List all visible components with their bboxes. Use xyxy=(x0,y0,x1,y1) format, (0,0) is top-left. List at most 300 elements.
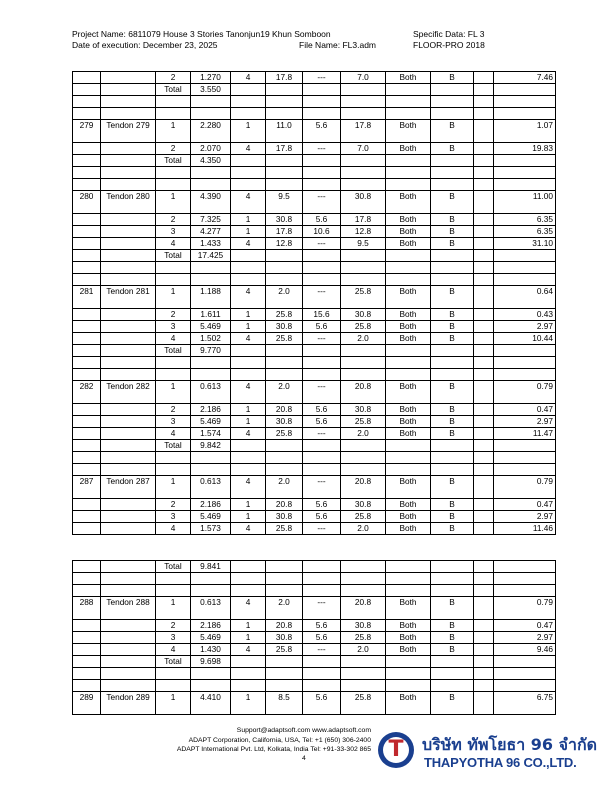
table-row xyxy=(73,597,556,620)
table-cell xyxy=(474,250,494,262)
table-cell xyxy=(431,155,474,167)
table-cell: 2.186 xyxy=(191,620,231,632)
table-cell: 4 xyxy=(231,333,266,345)
table-cell: 288 xyxy=(73,597,101,620)
table-cell: 30.8 xyxy=(266,214,303,226)
table-cell: Total xyxy=(156,84,191,96)
table-cell xyxy=(386,262,431,274)
footer-adapt-india: ADAPT International Pvt. Ltd, Kolkata, India Tel: +91-33-302 865 xyxy=(176,746,371,753)
table-cell xyxy=(474,262,494,274)
table-cell xyxy=(431,452,474,464)
table-row xyxy=(73,680,556,692)
table-cell xyxy=(266,585,303,597)
table-cell xyxy=(431,167,474,179)
table-cell: 19.83 xyxy=(494,143,556,155)
table-cell xyxy=(156,357,191,369)
table-cell xyxy=(494,561,556,573)
table-row xyxy=(73,238,556,250)
table-cell: Both xyxy=(386,644,431,656)
table-cell xyxy=(73,155,101,167)
table-cell: B xyxy=(431,120,474,143)
table-cell: Both xyxy=(386,238,431,250)
table-cell xyxy=(231,668,266,680)
table-cell: B xyxy=(431,309,474,321)
table-cell: 1 xyxy=(156,120,191,143)
table-cell: 11.00 xyxy=(494,191,556,214)
table-cell xyxy=(474,179,494,191)
table-cell xyxy=(231,573,266,585)
table-cell xyxy=(156,108,191,120)
table-cell xyxy=(474,84,494,96)
table-cell xyxy=(266,84,303,96)
table-cell: 5.6 xyxy=(303,321,341,333)
table-cell xyxy=(156,573,191,585)
table-row xyxy=(73,191,556,214)
table-cell xyxy=(266,656,303,668)
table-cell: 1 xyxy=(231,404,266,416)
table-cell xyxy=(431,464,474,476)
table-cell xyxy=(341,262,386,274)
table-cell: 20.8 xyxy=(266,620,303,632)
table-cell xyxy=(73,357,101,369)
table-row xyxy=(73,369,556,381)
table-cell: --- xyxy=(303,476,341,499)
table-cell xyxy=(73,167,101,179)
table-cell: 7.0 xyxy=(341,143,386,155)
table-cell xyxy=(73,143,101,155)
table-cell: 4 xyxy=(231,238,266,250)
table-cell: 2.0 xyxy=(341,644,386,656)
table-cell: Tendon 279 xyxy=(101,120,156,143)
table-cell xyxy=(191,369,231,381)
table-cell xyxy=(386,357,431,369)
table-row xyxy=(73,214,556,226)
table-cell xyxy=(191,668,231,680)
table-row xyxy=(73,309,556,321)
table-cell: 30.8 xyxy=(266,321,303,333)
table-cell: 1.611 xyxy=(191,309,231,321)
table-cell xyxy=(341,155,386,167)
table-cell: 30.8 xyxy=(341,191,386,214)
table-cell: 10.6 xyxy=(303,226,341,238)
table-cell: 2.0 xyxy=(341,523,386,535)
table-row xyxy=(73,250,556,262)
table-cell xyxy=(474,523,494,535)
table-cell xyxy=(474,452,494,464)
table-row xyxy=(73,155,556,167)
header-file-name: File Name: FL3.adm xyxy=(299,40,376,50)
table-cell: --- xyxy=(303,333,341,345)
table-cell: 20.8 xyxy=(341,597,386,620)
table-cell: 6.35 xyxy=(494,226,556,238)
table-cell xyxy=(101,345,156,357)
table-cell: Both xyxy=(386,214,431,226)
table-cell: 5.6 xyxy=(303,416,341,428)
table-cell xyxy=(386,274,431,286)
table-cell xyxy=(266,464,303,476)
table-cell xyxy=(494,585,556,597)
table-row xyxy=(73,357,556,369)
table-cell: 1.502 xyxy=(191,333,231,345)
table-cell xyxy=(101,321,156,333)
table-cell: Tendon 280 xyxy=(101,191,156,214)
table-cell xyxy=(474,226,494,238)
table-cell: Both xyxy=(386,523,431,535)
table-cell: 1 xyxy=(231,416,266,428)
table-row xyxy=(73,262,556,274)
table-cell: --- xyxy=(303,72,341,84)
table-cell: 2.0 xyxy=(266,476,303,499)
table-cell xyxy=(431,179,474,191)
table-cell: Both xyxy=(386,692,431,715)
table-cell: 4 xyxy=(231,381,266,404)
table-cell: 3 xyxy=(156,632,191,644)
table-cell: 20.8 xyxy=(341,381,386,404)
table-cell xyxy=(266,680,303,692)
table-cell: B xyxy=(431,143,474,155)
table-cell xyxy=(73,274,101,286)
table-cell xyxy=(231,561,266,573)
table-cell xyxy=(303,250,341,262)
table-cell xyxy=(231,108,266,120)
table-cell xyxy=(73,179,101,191)
table-cell: Both xyxy=(386,120,431,143)
table-cell xyxy=(101,416,156,428)
table-cell: 5.6 xyxy=(303,499,341,511)
table-cell: 30.8 xyxy=(341,499,386,511)
table-cell xyxy=(101,464,156,476)
table-cell: Both xyxy=(386,499,431,511)
table-cell: B xyxy=(431,511,474,523)
table-cell: 4.390 xyxy=(191,191,231,214)
table-cell: 0.79 xyxy=(494,476,556,499)
table-cell xyxy=(191,167,231,179)
table-cell: 6.35 xyxy=(494,214,556,226)
table-cell xyxy=(266,155,303,167)
table-cell xyxy=(266,167,303,179)
table-cell: 25.8 xyxy=(266,309,303,321)
footer-adapt-usa: ADAPT Corporation, California, USA, Tel: +1 (650) 306-2400 xyxy=(188,737,371,744)
table-cell xyxy=(341,668,386,680)
table-cell xyxy=(156,274,191,286)
table-cell xyxy=(431,84,474,96)
table-cell: 2.070 xyxy=(191,143,231,155)
table-cell: --- xyxy=(303,381,341,404)
table-cell xyxy=(341,680,386,692)
table-cell xyxy=(431,250,474,262)
table-cell xyxy=(191,464,231,476)
table-cell xyxy=(266,274,303,286)
table-cell: 25.8 xyxy=(341,511,386,523)
table-row xyxy=(73,226,556,238)
table-cell: 3 xyxy=(156,226,191,238)
table-cell xyxy=(231,167,266,179)
header-specific-data: Specific Data: FL 3 xyxy=(413,29,485,39)
table-cell: 3 xyxy=(156,321,191,333)
table-cell xyxy=(101,226,156,238)
table-cell xyxy=(494,155,556,167)
table-cell: 20.8 xyxy=(341,476,386,499)
table-cell xyxy=(156,585,191,597)
table-cell: 0.79 xyxy=(494,381,556,404)
table-cell xyxy=(341,357,386,369)
table-cell xyxy=(474,511,494,523)
page-number: 4 xyxy=(302,755,306,762)
table-cell: Both xyxy=(386,428,431,440)
table-cell xyxy=(341,440,386,452)
table-cell xyxy=(494,179,556,191)
table-cell xyxy=(341,452,386,464)
table-cell: --- xyxy=(303,143,341,155)
table-cell xyxy=(156,167,191,179)
table-cell: 4 xyxy=(231,476,266,499)
table-cell: 1.574 xyxy=(191,428,231,440)
table-cell: Both xyxy=(386,309,431,321)
table-cell: 25.8 xyxy=(341,692,386,715)
table-row xyxy=(73,286,556,309)
table-cell xyxy=(73,72,101,84)
table-cell xyxy=(266,250,303,262)
table-cell: 4 xyxy=(231,143,266,155)
table-cell xyxy=(73,345,101,357)
table-cell: 30.8 xyxy=(341,404,386,416)
table-cell xyxy=(303,561,341,573)
table-cell xyxy=(73,321,101,333)
table-cell xyxy=(341,274,386,286)
table-cell xyxy=(191,262,231,274)
table-cell xyxy=(474,620,494,632)
table-cell xyxy=(386,155,431,167)
header-project: Project Name: 6811079 House 3 Stories Tanonjun19 Khun Somboon xyxy=(72,29,331,39)
table-cell: 2 xyxy=(156,72,191,84)
table-cell: 25.8 xyxy=(266,644,303,656)
table-cell: Tendon 289 xyxy=(101,692,156,715)
table-cell xyxy=(303,668,341,680)
company-name-english: THAPYOTHA 96 CO.,LTD. xyxy=(424,755,577,770)
table-cell xyxy=(474,357,494,369)
table-cell: 2.97 xyxy=(494,511,556,523)
table-cell xyxy=(156,452,191,464)
table-cell: 5.469 xyxy=(191,632,231,644)
table-row xyxy=(73,274,556,286)
table-cell xyxy=(474,108,494,120)
table-cell xyxy=(303,345,341,357)
table-cell: 17.8 xyxy=(341,214,386,226)
table-cell xyxy=(156,179,191,191)
table-cell xyxy=(101,96,156,108)
table-cell xyxy=(101,511,156,523)
table-cell xyxy=(474,680,494,692)
table-cell: B xyxy=(431,523,474,535)
table-cell xyxy=(73,404,101,416)
table-cell xyxy=(156,668,191,680)
table-cell: 2 xyxy=(156,404,191,416)
table-cell xyxy=(101,179,156,191)
table-row xyxy=(73,656,556,668)
table-cell xyxy=(73,668,101,680)
table-cell: B xyxy=(431,428,474,440)
table-cell xyxy=(431,585,474,597)
table-row xyxy=(73,452,556,464)
table-cell: 281 xyxy=(73,286,101,309)
table-cell: 9.46 xyxy=(494,644,556,656)
table-row xyxy=(73,345,556,357)
table-cell: 1 xyxy=(231,632,266,644)
footer-support: Support@adaptsoft.com www.adaptsoft.com xyxy=(236,727,371,734)
table-cell xyxy=(73,416,101,428)
table-cell: 25.8 xyxy=(266,428,303,440)
table-cell: B xyxy=(431,214,474,226)
table-cell xyxy=(73,585,101,597)
table-cell: 5.469 xyxy=(191,511,231,523)
table-cell xyxy=(73,452,101,464)
table-cell: Both xyxy=(386,597,431,620)
table-cell: B xyxy=(431,597,474,620)
table-cell xyxy=(231,155,266,167)
table-cell: 1 xyxy=(231,499,266,511)
table-cell xyxy=(303,369,341,381)
table-cell: Both xyxy=(386,632,431,644)
table-cell: 30.8 xyxy=(341,620,386,632)
table-cell: Both xyxy=(386,286,431,309)
table-cell: 4.277 xyxy=(191,226,231,238)
table-cell: 25.8 xyxy=(341,416,386,428)
table-cell: B xyxy=(431,321,474,333)
table-cell: Tendon 282 xyxy=(101,381,156,404)
table-cell xyxy=(474,345,494,357)
table-cell: 2.0 xyxy=(266,381,303,404)
table-cell xyxy=(303,96,341,108)
table-row xyxy=(73,499,556,511)
table-cell xyxy=(303,274,341,286)
table-cell: 5.6 xyxy=(303,692,341,715)
table-cell: Both xyxy=(386,404,431,416)
table-cell xyxy=(474,464,494,476)
table-cell xyxy=(341,96,386,108)
table-cell xyxy=(231,84,266,96)
table-cell xyxy=(474,404,494,416)
table-cell: 1 xyxy=(156,476,191,499)
table-cell xyxy=(231,369,266,381)
table-cell: 2.186 xyxy=(191,499,231,511)
table-cell: 1 xyxy=(156,381,191,404)
table-cell: 0.64 xyxy=(494,286,556,309)
table-cell: 1.07 xyxy=(494,120,556,143)
table-cell: 11.47 xyxy=(494,428,556,440)
table-cell: 4 xyxy=(231,523,266,535)
table-cell xyxy=(303,262,341,274)
table-cell: 2 xyxy=(156,620,191,632)
table-cell xyxy=(156,262,191,274)
table-cell: B xyxy=(431,226,474,238)
table-cell xyxy=(431,680,474,692)
table-cell xyxy=(474,428,494,440)
table-cell xyxy=(474,573,494,585)
table-cell xyxy=(474,644,494,656)
table-cell: 4 xyxy=(231,644,266,656)
table-cell: 1 xyxy=(231,226,266,238)
table-cell: Both xyxy=(386,511,431,523)
table-cell xyxy=(474,597,494,620)
table-cell: 4 xyxy=(156,238,191,250)
table-cell xyxy=(101,167,156,179)
table-cell xyxy=(73,262,101,274)
table-cell xyxy=(266,573,303,585)
table-cell: 5.6 xyxy=(303,404,341,416)
table-cell xyxy=(73,250,101,262)
table-cell: 6.75 xyxy=(494,692,556,715)
table-cell xyxy=(303,585,341,597)
table-cell xyxy=(101,72,156,84)
table-cell xyxy=(266,96,303,108)
table-cell: 25.8 xyxy=(341,632,386,644)
table-cell: B xyxy=(431,238,474,250)
table-cell: 0.613 xyxy=(191,597,231,620)
table-cell xyxy=(386,440,431,452)
table-cell: 1 xyxy=(231,620,266,632)
table-cell xyxy=(266,452,303,464)
table-cell xyxy=(494,250,556,262)
table-cell xyxy=(191,108,231,120)
table-cell xyxy=(494,108,556,120)
table-cell: --- xyxy=(303,428,341,440)
table-cell xyxy=(494,84,556,96)
table-cell: 2.0 xyxy=(341,428,386,440)
header-software: FLOOR-PRO 2018 xyxy=(413,40,485,50)
table-cell xyxy=(474,143,494,155)
table-cell xyxy=(303,84,341,96)
table-cell: B xyxy=(431,499,474,511)
table-row xyxy=(73,585,556,597)
table-cell: Both xyxy=(386,321,431,333)
table-cell: 1 xyxy=(156,286,191,309)
table-cell xyxy=(386,96,431,108)
table-cell xyxy=(386,250,431,262)
table-cell xyxy=(431,668,474,680)
table-cell: 2.97 xyxy=(494,321,556,333)
table-cell: 2.0 xyxy=(266,597,303,620)
table-cell: 4 xyxy=(231,191,266,214)
table-cell xyxy=(101,155,156,167)
table-cell: B xyxy=(431,644,474,656)
table-cell xyxy=(474,274,494,286)
table-cell xyxy=(474,333,494,345)
table-cell: 289 xyxy=(73,692,101,715)
table-cell: 0.613 xyxy=(191,476,231,499)
table-cell xyxy=(303,167,341,179)
table-cell: 1 xyxy=(156,597,191,620)
table-cell: 25.8 xyxy=(266,523,303,535)
table-cell: Total xyxy=(156,250,191,262)
table-cell xyxy=(101,357,156,369)
table-cell xyxy=(494,369,556,381)
table-cell: 5.469 xyxy=(191,321,231,333)
table-cell xyxy=(231,250,266,262)
table-cell xyxy=(494,573,556,585)
table-cell xyxy=(73,108,101,120)
table-cell xyxy=(231,262,266,274)
table-cell xyxy=(101,262,156,274)
table-cell: 2.186 xyxy=(191,404,231,416)
table-cell xyxy=(386,345,431,357)
table-cell: 9.841 xyxy=(191,561,231,573)
company-logo-icon: T xyxy=(378,732,414,768)
table-cell xyxy=(101,585,156,597)
table-cell xyxy=(101,523,156,535)
table-cell: 2 xyxy=(156,143,191,155)
table-cell xyxy=(474,692,494,715)
table-cell xyxy=(191,96,231,108)
